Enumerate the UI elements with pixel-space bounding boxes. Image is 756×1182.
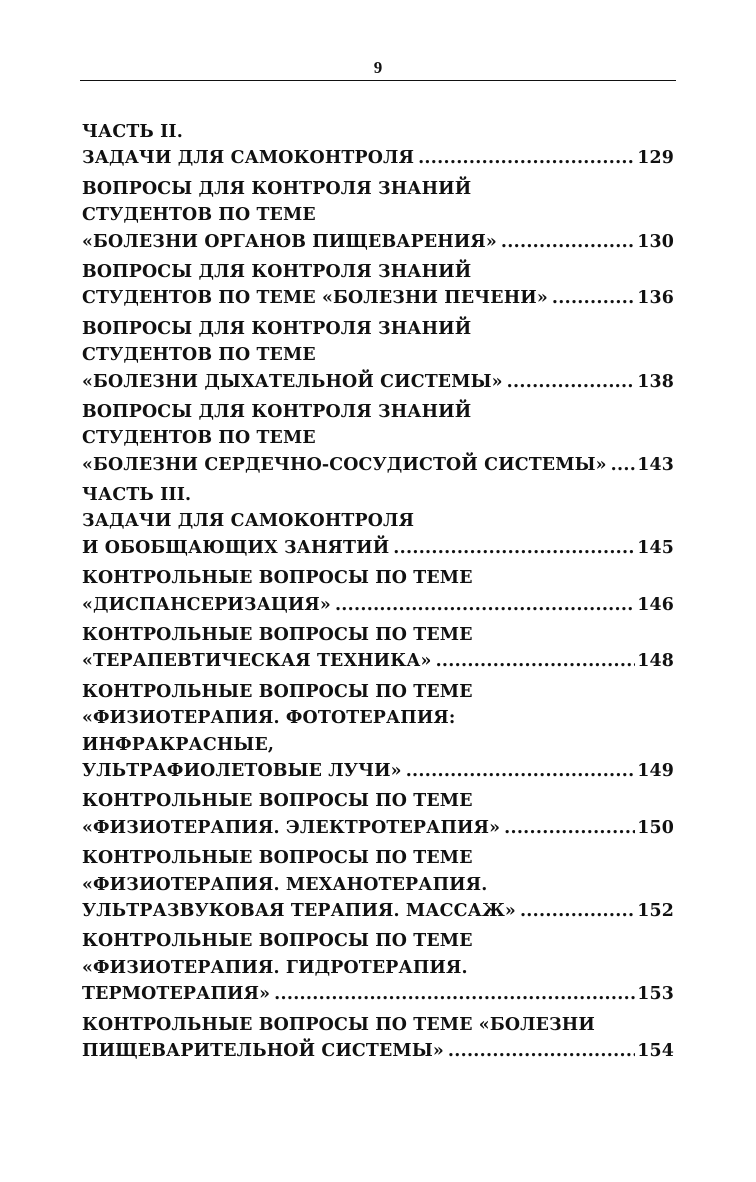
header-rule <box>80 80 676 81</box>
toc-page-number[interactable]: 129 <box>637 148 674 169</box>
toc-page-number[interactable]: 143 <box>637 454 674 475</box>
toc-entry-last-line <box>82 285 674 311</box>
toc-page-number[interactable]: 152 <box>637 900 674 921</box>
dot-leader <box>418 145 635 171</box>
toc-entry-last-line <box>82 898 674 924</box>
toc-entry-title-line: «ФИЗИОТЕРАПИЯ. ФОТОТЕРАПИЯ: <box>82 708 456 729</box>
dot-leader <box>436 648 636 674</box>
toc-entry[interactable] <box>82 622 674 675</box>
toc-entry-title-line: КОНТРОЛЬНЫЕ ВОПРОСЫ ПО ТЕМЕ <box>82 848 473 869</box>
toc-page-number[interactable]: 154 <box>637 1040 674 1061</box>
dot-leader <box>448 1038 635 1064</box>
toc-entry-title-line: «ФИЗИОТЕРАПИЯ. ЭЛЕКТРОТЕРАПИЯ» <box>82 817 501 838</box>
toc-page-number[interactable]: 148 <box>637 651 674 672</box>
toc-entry-title-line: ЗАДАЧИ ДЛЯ САМОКОНТРОЛЯ <box>82 511 415 532</box>
toc-entry-last-line <box>82 758 674 784</box>
toc-entry-title-line: ЗАДАЧИ ДЛЯ САМОКОНТРОЛЯ <box>82 148 415 169</box>
toc-entry-title-line: СТУДЕНТОВ ПО ТЕМЕ <box>82 428 316 449</box>
dot-leader <box>501 229 635 255</box>
toc-entry-title-line: КОНТРОЛЬНЫЕ ВОПРОСЫ ПО ТЕМЕ <box>82 931 473 952</box>
toc-entry-title-line: ИНФРАКРАСНЫЕ, <box>82 734 275 755</box>
dot-leader <box>393 535 635 561</box>
toc-entry-title-line: СТУДЕНТОВ ПО ТЕМЕ <box>82 345 316 366</box>
dot-leader <box>520 898 635 924</box>
toc-entry-title-line: «БОЛЕЗНИ СЕРДЕЧНО-СОСУДИСТОЙ СИСТЕМЫ» <box>82 454 607 475</box>
toc-entry[interactable] <box>82 119 674 172</box>
toc-entry[interactable] <box>82 679 674 785</box>
toc-entry-title-line: СТУДЕНТОВ ПО ТЕМЕ <box>82 205 316 226</box>
dot-leader <box>335 592 635 618</box>
toc-entry[interactable] <box>82 1012 674 1065</box>
dot-leader <box>552 285 635 311</box>
toc-page-number[interactable]: 145 <box>637 537 674 558</box>
toc-entry-title-line: «ДИСПАНСЕРИЗАЦИЯ» <box>82 594 331 615</box>
toc-entry-last-line <box>82 229 674 255</box>
toc-entry-last-line <box>82 1038 674 1064</box>
toc-entry-last-line <box>82 592 674 618</box>
toc-page-number[interactable]: 153 <box>637 984 674 1005</box>
dot-leader <box>507 369 636 395</box>
toc-page-number[interactable]: 146 <box>637 594 674 615</box>
page-number: 9 <box>373 58 383 77</box>
toc-entry[interactable] <box>82 316 674 395</box>
toc-entry-title-line: ЧАСТЬ II. <box>82 122 183 142</box>
toc-entry[interactable] <box>82 482 674 561</box>
toc-entry-title-line: ВОПРОСЫ ДЛЯ КОНТРОЛЯ ЗНАНИЙ <box>82 318 472 339</box>
toc-entry[interactable] <box>82 399 674 478</box>
toc-page-number[interactable]: 149 <box>637 760 674 781</box>
toc-entry-last-line <box>82 981 674 1007</box>
toc-entry-title-line: ЧАСТЬ III. <box>82 485 192 506</box>
toc-entry-title-line: ВОПРОСЫ ДЛЯ КОНТРОЛЯ ЗНАНИЙ <box>82 401 472 422</box>
toc-entry[interactable] <box>82 928 674 1007</box>
toc-entry-last-line <box>82 815 674 841</box>
toc-entry-last-line <box>82 648 674 674</box>
toc-entry-title-line: ВОПРОСЫ ДЛЯ КОНТРОЛЯ ЗНАНИЙ <box>82 178 472 199</box>
toc-entry[interactable] <box>82 176 674 255</box>
toc-entry[interactable] <box>82 788 674 841</box>
toc-entry[interactable] <box>82 565 674 618</box>
toc-entry-title-line: ТЕРМОТЕРАПИЯ» <box>82 984 271 1005</box>
toc-entry-title-line: «ФИЗИОТЕРАПИЯ. МЕХАНОТЕРАПИЯ. <box>82 874 488 895</box>
dot-leader <box>406 758 636 784</box>
toc-entry-title-line: «БОЛЕЗНИ ОРГАНОВ ПИЩЕВАРЕНИЯ» <box>82 231 497 252</box>
toc-entry-title-line: КОНТРОЛЬНЫЕ ВОПРОСЫ ПО ТЕМЕ <box>82 791 473 812</box>
toc-entry-last-line <box>82 452 674 478</box>
dot-leader <box>504 815 635 841</box>
toc-page-number[interactable]: 136 <box>637 288 674 309</box>
toc-entry-title-line: ВОПРОСЫ ДЛЯ КОНТРОЛЯ ЗНАНИЙ <box>82 261 472 282</box>
toc-entry-title-line: УЛЬТРАЗВУКОВАЯ ТЕРАПИЯ. МАССАЖ» <box>82 900 516 921</box>
dot-leader <box>611 452 636 478</box>
toc-entry-title-line: КОНТРОЛЬНЫЕ ВОПРОСЫ ПО ТЕМЕ <box>82 568 473 589</box>
toc-entry-last-line <box>82 145 674 171</box>
toc-entry-title-line: КОНТРОЛЬНЫЕ ВОПРОСЫ ПО ТЕМЕ <box>82 625 473 646</box>
toc-entry-title-line: ПИЩЕВАРИТЕЛЬНОЙ СИСТЕМЫ» <box>82 1040 444 1061</box>
toc-page-number[interactable]: 138 <box>637 371 674 392</box>
toc-entry-title-line: И ОБОБЩАЮЩИХ ЗАНЯТИЙ <box>82 537 390 558</box>
toc-entry-title-line: КОНТРОЛЬНЫЕ ВОПРОСЫ ПО ТЕМЕ «БОЛЕЗНИ <box>82 1014 595 1035</box>
toc-entry-title-line: «ТЕРАПЕВТИЧЕСКАЯ ТЕХНИКА» <box>82 651 432 672</box>
toc-entry[interactable] <box>82 845 674 924</box>
toc-entry-last-line <box>82 535 674 561</box>
toc-entry-title-line: СТУДЕНТОВ ПО ТЕМЕ «БОЛЕЗНИ ПЕЧЕНИ» <box>82 288 548 309</box>
table-of-contents <box>82 119 674 1068</box>
toc-entry-title-line: «БОЛЕЗНИ ДЫХАТЕЛЬНОЙ СИСТЕМЫ» <box>82 371 503 392</box>
toc-entry[interactable] <box>82 259 674 312</box>
toc-entry-title-line: «ФИЗИОТЕРАПИЯ. ГИДРОТЕРАПИЯ. <box>82 957 468 978</box>
toc-entry-last-line <box>82 369 674 395</box>
toc-entry-title-line: УЛЬТРАФИОЛЕТОВЫЕ ЛУЧИ» <box>82 760 402 781</box>
toc-page-number[interactable]: 130 <box>637 231 674 252</box>
toc-page-number[interactable]: 150 <box>637 817 674 838</box>
toc-entry-title-line: КОНТРОЛЬНЫЕ ВОПРОСЫ ПО ТЕМЕ <box>82 681 473 702</box>
dot-leader <box>274 981 635 1007</box>
